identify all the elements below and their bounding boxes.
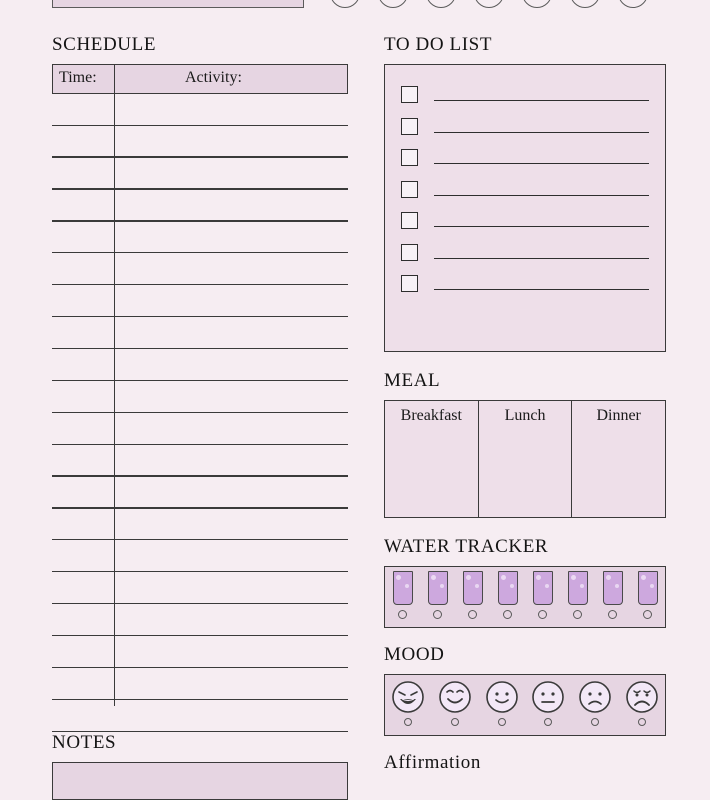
mood-title: MOOD [384,644,445,665]
mood-laughing-icon [391,680,425,714]
top-circle[interactable] [330,0,360,8]
water-glass-icon [428,571,448,605]
water-unit[interactable] [463,571,483,619]
schedule-row[interactable] [52,539,348,540]
schedule-section [52,34,348,706]
top-circle[interactable] [378,0,408,8]
checkbox-icon[interactable] [401,86,418,103]
schedule-row[interactable] [52,348,348,349]
todo-item-line[interactable] [434,289,649,290]
schedule-row[interactable] [52,507,348,508]
water-unit[interactable] [638,571,658,619]
checkbox-icon[interactable] [401,244,418,261]
mood-unit[interactable] [485,680,519,726]
mood-happy-icon [438,680,472,714]
top-circle[interactable] [570,0,600,8]
todo-item-line[interactable] [434,226,649,227]
schedule-row[interactable] [52,412,348,413]
mood-unit[interactable] [531,680,565,726]
meal-label-lunch: Lunch [504,407,546,424]
water-unit[interactable] [428,571,448,619]
checkbox-icon[interactable] [401,149,418,166]
schedule-row[interactable] [52,284,348,285]
water-checkbox[interactable] [608,610,617,619]
mood-unit[interactable] [578,680,612,726]
right-column [384,34,666,774]
todo-item-line[interactable] [434,258,649,259]
water-checkbox[interactable] [433,610,442,619]
todo-item[interactable] [401,142,649,174]
mood-tracker [384,674,666,736]
meal-label-breakfast: Breakfast [400,407,462,424]
water-glass-icon [463,571,483,605]
water-glass-icon [393,571,413,605]
meal-title: MEAL [384,370,441,391]
todo-item-line[interactable] [434,100,649,101]
mood-unit[interactable] [391,680,425,726]
checkbox-icon[interactable] [401,275,418,292]
notes-field[interactable] [52,762,348,800]
water-tracker-title: WATER TRACKER [384,536,549,557]
todo-list [384,64,666,352]
mood-checkbox[interactable] [544,718,552,726]
top-circle[interactable] [618,0,648,8]
checkbox-icon[interactable] [401,181,418,198]
mood-very-sad-icon [625,680,659,714]
checkbox-icon[interactable] [401,212,418,229]
schedule-row[interactable] [52,125,348,126]
top-circle[interactable] [426,0,456,8]
mood-unit[interactable] [625,680,659,726]
water-unit[interactable] [533,571,553,619]
schedule-row[interactable] [52,635,348,636]
water-checkbox[interactable] [503,610,512,619]
notes-title: NOTES [52,732,117,753]
water-checkbox[interactable] [538,610,547,619]
header-banner-field[interactable] [52,0,304,8]
meal-table [384,400,666,518]
schedule-row[interactable] [52,380,348,381]
schedule-row[interactable] [52,475,348,476]
schedule-row[interactable] [52,252,348,253]
todo-item-line[interactable] [434,195,649,196]
todo-item-line[interactable] [434,132,649,133]
schedule-row[interactable] [52,699,348,700]
schedule-rows [52,94,348,732]
todo-item[interactable] [401,79,649,111]
schedule-row[interactable] [52,156,348,157]
water-checkbox[interactable] [398,610,407,619]
water-glass-icon [603,571,623,605]
todo-title: TO DO LIST [384,34,493,55]
mood-checkbox[interactable] [638,718,646,726]
todo-item[interactable] [401,111,649,143]
schedule-column-activity: Activity: [185,69,242,86]
schedule-row[interactable] [52,667,348,668]
mood-checkbox[interactable] [591,718,599,726]
water-checkbox[interactable] [468,610,477,619]
todo-item-line[interactable] [434,163,649,164]
schedule-row[interactable] [52,603,348,604]
mood-checkbox[interactable] [451,718,459,726]
water-unit[interactable] [603,571,623,619]
todo-item[interactable] [401,205,649,237]
mood-smile-icon [485,680,519,714]
schedule-row[interactable] [52,571,348,572]
schedule-row[interactable] [52,444,348,445]
schedule-row[interactable] [52,316,348,317]
water-checkbox[interactable] [643,610,652,619]
water-glass-icon [533,571,553,605]
schedule-column-time: Time: [59,69,97,86]
water-unit[interactable] [393,571,413,619]
mood-checkbox[interactable] [404,718,412,726]
schedule-table[interactable] [52,64,348,706]
water-glass-icon [498,571,518,605]
water-glass-icon [568,571,588,605]
water-unit[interactable] [568,571,588,619]
mood-sad-icon [578,680,612,714]
todo-item[interactable] [401,268,649,300]
schedule-title: SCHEDULE [52,34,157,55]
water-glass-icon [638,571,658,605]
meal-cell-dinner[interactable] [572,401,665,517]
meal-cell-lunch[interactable] [479,401,573,517]
checkbox-icon[interactable] [401,118,418,135]
mood-unit[interactable] [438,680,472,726]
water-tracker [384,566,666,628]
todo-item[interactable] [401,237,649,269]
top-circle[interactable] [474,0,504,8]
schedule-row[interactable] [52,188,348,189]
schedule-header-row [52,64,348,94]
water-checkbox[interactable] [573,610,582,619]
meal-cell-breakfast[interactable] [385,401,479,517]
water-unit[interactable] [498,571,518,619]
top-circle-row [330,0,670,18]
schedule-row[interactable] [52,220,348,221]
affirmation-title: Affirmation [384,752,482,773]
mood-neutral-icon [531,680,565,714]
meal-label-dinner: Dinner [596,407,641,424]
mood-checkbox[interactable] [498,718,506,726]
top-circle[interactable] [522,0,552,8]
todo-item[interactable] [401,174,649,206]
